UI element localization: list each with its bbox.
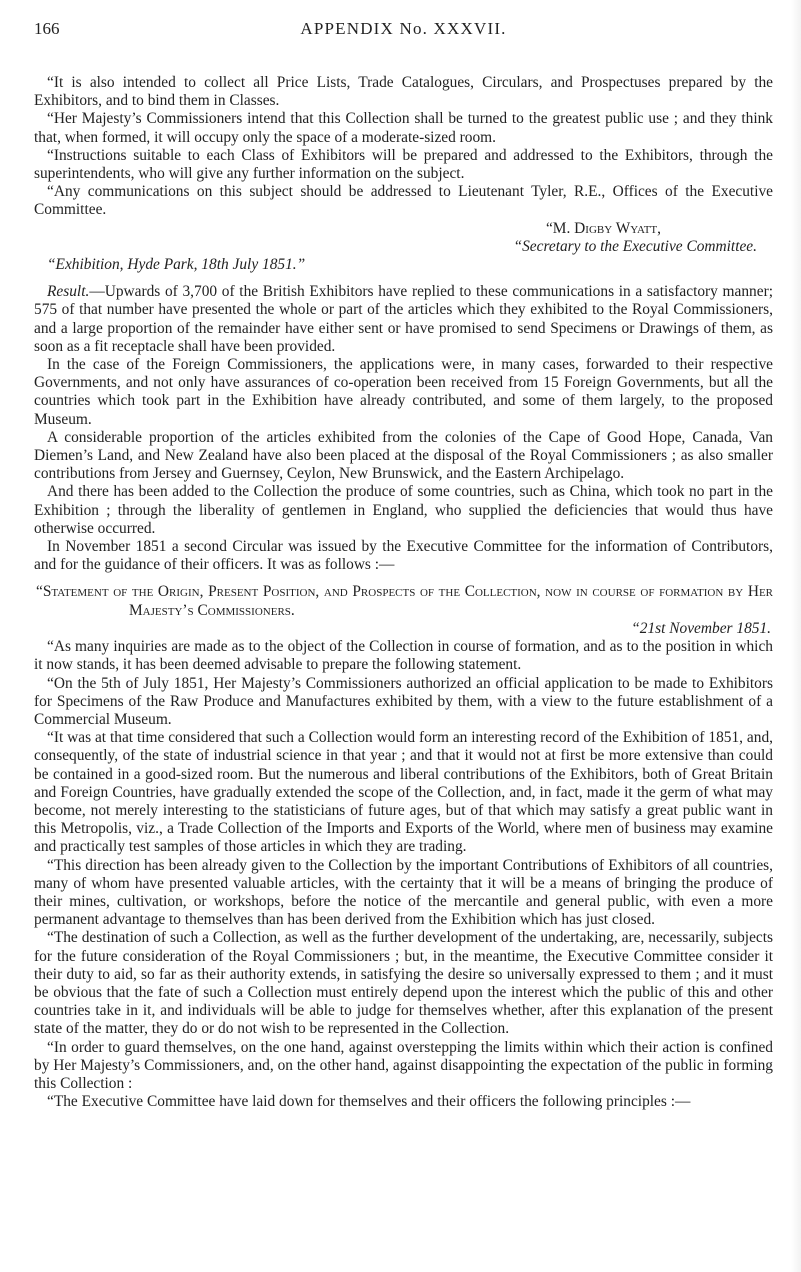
paragraph-china: And there has been added to the Collection the produce of some countries, such as China, which took no part in the Exhibition ; through the liberality of gentlemen in England, who supplied the deficiencies that would thus have otherwise occurred. [34,483,773,537]
statement-heading: “Statement of the Origin, Present Position, and Prospects of the Collection, now in course of formation by Her Majesty’s Commissioners. [36,583,773,619]
running-title: APPENDIX No. XXXVII. [300,19,507,38]
statement-paragraph-july: “On the 5th of July 1851, Her Majesty’s Commissioners authorized an official application to be made to Exhibitors for Specimens of the Raw Produce and Manufactures exhibited by them, with a view to the future establishment of a Commercial Museum. [34,674,773,728]
page-number: 166 [34,19,60,38]
statement-date [34,620,773,638]
signature-title: “Secretary to the Executive Committee. [513,237,757,255]
paragraph-foreign-commissioners: In the case of the Foreign Commissioners, the applications were, in many cases, forwarded to their respective Governments, and not only have assurances of co-operation been received from 15 Foreign Governments, but all the countries which took part in the Exhibition have already contributed, and some of them largely, to the proposed Museum. [34,356,773,428]
statement-paragraph-direction: “This direction has been already given to the Collection by the important Contributions of Exhibitors of all countries, many of whom have presented valuable articles, with the certainty that it will be a means of bringing the produce of their mines, cultivation, or workshops, before the notice of the mercantile and general public, with even a more permanent advantage to themselves than has been derived from the Exhibition which has just closed. [34,856,773,929]
signature-name: “M. Digby Wyatt, [545,219,661,237]
statement-paragraph-record: “It was at that time considered that such a Collection would form an interesting record of the Exhibition of 1851, and, consequently, of the state of industrial science in that year ; and that it would not at first be more extensive than could be contained in a good-sized room. But the numerous and liberal contributions of the Exhibitors, both of Great Britain and Foreign Countries, have gradually extended the scope of the Collection, and, in fact, made it the germ of what may become, not merely interesting to the statisticians of future ages, but of that which may satisfy a great public want in this Metropolis, viz., a Trade Collection of the Imports and Exports of the World, where men of business may examine and practically test samples of those articles in which they are trading. [34,729,773,856]
paragraph-communications: “Any communications on this subject should be addressed to Lieutenant Tyler, R.E., Offices of the Executive Committee. [34,183,773,219]
page-edge-shadow [791,0,801,1272]
statement-paragraph-destination: “The destination of such a Collection, as well as the further development of the undertaking, are, necessarily, subjects for the future consideration of the Royal Commissioners ; but, in the meantime, the Executive Committee consider it their duty to aid, so far as their authority extends, in satisfying the desire so universally expressed to them ; and it must be obvious that the fate of such a Collection must entirely depend upon the interest which the public of this and other countries take in it, and individuals will be able to judge for themselves whether, after this explanation of the present state of the matter, they do or do not wish to be represented in the Collection. [34,929,773,1038]
paragraph-colonies: A considerable proportion of the articles exhibited from the colonies of the Cape of Good Hope, Canada, Van Diemen’s Land, and New Zealand have also been placed at the disposal of the Royal Commissioners ; as also smaller contributions from Jersey and Guernsey, Ceylon, New Brunswick, and the Eastern Archipelago. [34,428,773,483]
paragraph-instructions: “Instructions suitable to each Class of Exhibitors will be prepared and addressed to the Exhibitors, through the superintendents, who will give any further information on the subject. [34,146,773,183]
spacer [34,574,773,583]
paragraph-result [34,283,773,356]
result-text: —Upwards of 3,700 of the British Exhibitors have replied to these communications in a satisfactory manner; 575 of that number have presented the whole or part of the articles which they exhibited to the Royal Commissioners, and a large proportion of the remainder have either sent or have promised to send Specimens or Drawings of them, as soon as a fit receptacle shall have been provided. [34,283,773,355]
result-label: Result. [47,283,90,301]
statement-paragraph-guard: “In order to guard themselves, on the one hand, against overstepping the limits within which their action is confined by Her Majesty’s Commissioners, and, on the other hand, against disappointing the expectation of the public in forming this Collection : [34,1038,773,1092]
paragraph-price-lists: “It is also intended to collect all Price Lists, Trade Catalogues, Circulars, and Prospectuses prepared by the Exhibitors, and to bind them in Classes. [34,74,773,110]
statement-date-text: “21st November 1851. [631,619,771,637]
paragraph-second-circular: In November 1851 a second Circular was issued by the Executive Committee for the information of Contributors, and for the guidance of their officers. It was as follows :— [34,538,773,574]
spacer [34,274,773,283]
running-header [34,14,773,38]
paragraph-commissioners-intend: “Her Majesty’s Commissioners intend that this Collection shall be turned to the greatest public use ; and they think that, when formed, it will occupy only the space of a moderate-sized room. [34,110,773,146]
place-date-line: “Exhibition, Hyde Park, 18th July 1851.” [47,256,306,274]
statement-paragraph-principles: “The Executive Committee have laid down for themselves and their officers the following principles :— [47,1093,691,1111]
statement-paragraph-inquiries: “As many inquiries are made as to the object of the Collection in course of formation, and as to the position in which it now stands, it has been deemed advisable to prepare the following statement. [34,638,773,674]
